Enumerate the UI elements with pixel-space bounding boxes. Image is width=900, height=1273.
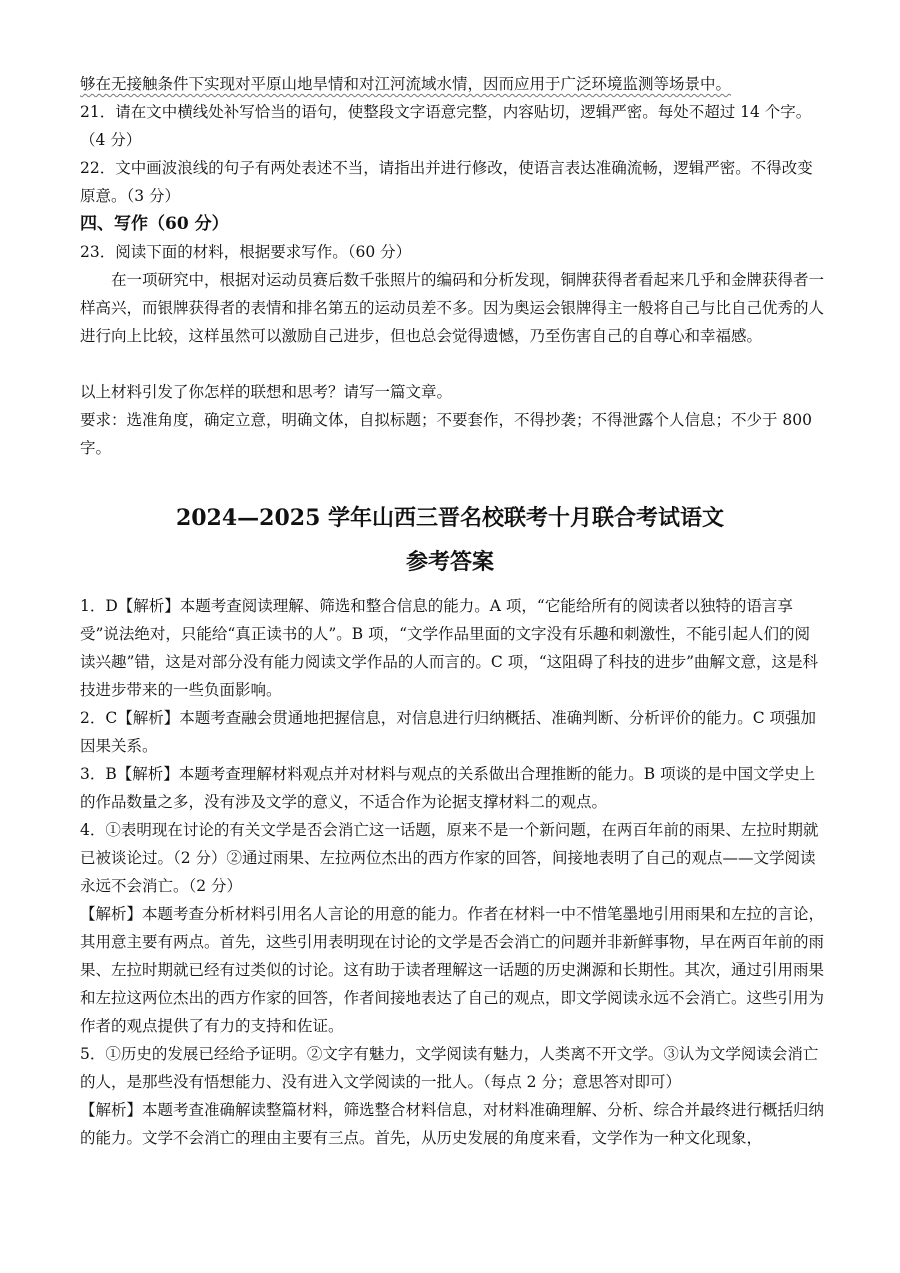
answer-1: 1．D【解析】本题考查阅读理解、筛选和整合信息的能力。A 项，“它能给所有的阅读者以独特的语言享受”说法绝对，只能给“真正读书的人”。B 项，“文学作品里面的文字没有乐趣和刺激性，不能引起人们的阅读兴趣”错，这是对部分没有能力阅读文学作品的人而言的。C 项，“这阻碍了科技的进步”曲解文意，这是科技进步带来的一些负面影响。 (80, 597, 819, 699)
answer-3: 3．B【解析】本题考查理解材料观点并对材料与观点的关系做出合理推断的能力。B 项谈的是中国文学史上的作品数量之多，没有涉及文学的意义，不适合作为论据支撑材料二的观点。 (80, 765, 816, 811)
question-22: 22．文中画波浪线的句子有两处表述不当，请指出并进行修改，使语言表达准确流畅，逻辑严密。不得改变原意。（3 分） (80, 159, 813, 205)
writing-prompt: 以上材料引发了你怎样的联想和思考？请写一篇文章。 (80, 383, 453, 401)
writing-requirements: 要求：选准角度，确定立意，明确文体，自拟标题；不要套作，不得抄袭；不得泄露个人信息；不少于 800 字。 (80, 411, 813, 457)
question-21: 21．请在文中横线处补写恰当的语句，使整段文字语意完整，内容贴切，逻辑严密。每处不超过 14 个字。（4 分） (80, 103, 812, 149)
section-writing-heading: 四、写作（60 分） (80, 214, 229, 234)
answer-4: 4．①表明现在讨论的有关文学是否会消亡这一话题，原来不是一个新问题，在两百年前的雨果、左拉时期就已被谈论过。（2 分）②通过雨果、左拉两位杰出的西方作家的回答，间接地表明了自己的观点——文学阅读永远不会消亡。（2 分） (80, 821, 819, 895)
question-23: 23．阅读下面的材料，根据要求写作。（60 分） (80, 243, 412, 261)
answer-key-title: 参考答案 (405, 549, 494, 575)
answer-5: 5．①历史的发展已经给予证明。②文字有魅力，文学阅读有魅力，人类离不开文学。③认为文学阅读会消亡的人，是那些没有悟想能力、没有进入文学阅读的一批人。（每点 2 分；意思答对即可） (80, 1045, 819, 1091)
exam-title: 2024—2025 学年山西三晋名校联考十月联合考试语文 (175, 505, 725, 531)
answer-4-analysis: 【解析】本题考查分析材料引用名人言论的用意的能力。作者在材料一中不惜笔墨地引用雨果和左拉的言论，其用意主要有两点。首先，这些引用表明现在讨论的文学是否会消亡的问题并非新鲜事物，早在两百年前的雨果、左拉时期就已经有过类似的讨论。这有助于读者理解这一话题的历史渊源和长期性。其次，通过引用雨果和左拉这两位杰出的西方作家的回答，作者间接地表达了自己的观点，即文学阅读永远不会消亡。这些引用为作者的观点提供了有力的支持和佐证。 (80, 905, 825, 1035)
writing-material: 在一项研究中，根据对运动员赛后数千张照片的编码和分析发现，铜牌获得者看起来几乎和金牌获得者一样高兴，而银牌获得者的表情和排名第五的运动员差不多。因为奥运会银牌得主一般将自己与比自己优秀的人进行向上比较，这样虽然可以激励自己进步，但也总会觉得遗憾，乃至伤害自己的自尊心和幸福感。 (80, 271, 825, 345)
answer-5-analysis: 【解析】本题考查准确解读整篇材料，筛选整合材料信息，对材料准确理解、分析、综合并最终进行概括归纳的能力。文学不会消亡的理由主要有三点。首先，从历史发展的角度来看，文学作为一种文化现象， (80, 1101, 825, 1147)
passage-wavy-sentence: 够在无接触条件下实现对平原山地旱情和对江河流域水情，因而应用于广泛环境监测等场景中。 (80, 75, 732, 93)
answer-2: 2．C【解析】本题考查融会贯通地把握信息，对信息进行归纳概括、准确判断、分析评价的能力。C 项强加因果关系。 (80, 709, 817, 755)
